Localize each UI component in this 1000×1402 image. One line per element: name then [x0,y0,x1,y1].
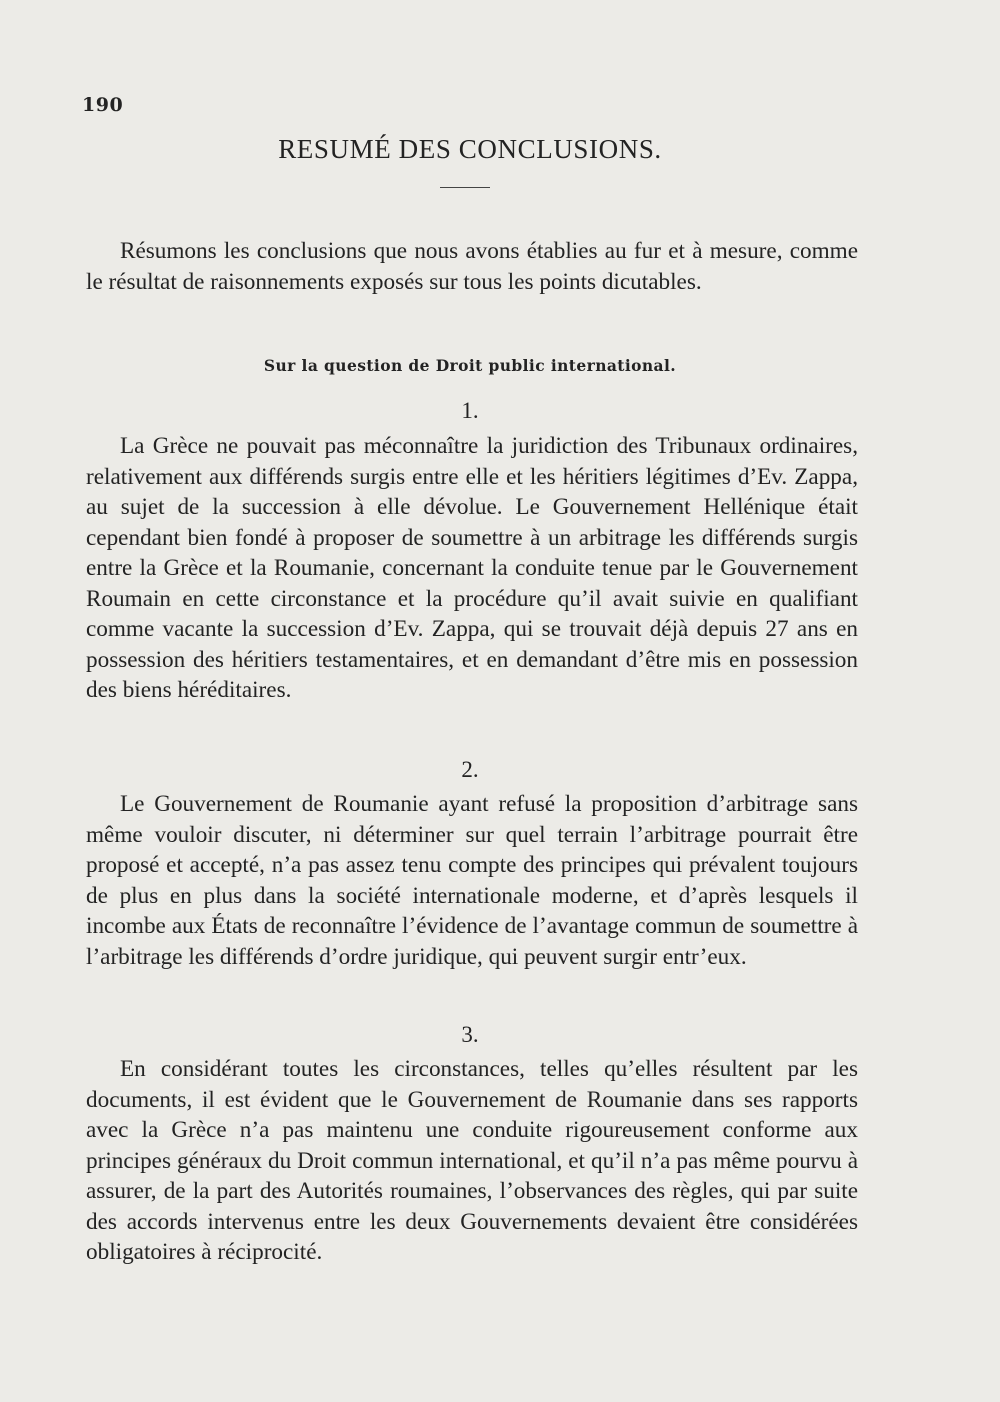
conclusion-paragraph-1: La Grèce ne pouvait pas méconnaître la juridiction des Tribunaux ordinaires, relativement aux différends surgis entre elle et les héritiers légitimes d’Ev. Zappa, au sujet de la succession à elle dévolue. Le Gouvernement Hellénique était cependant bien fondé à proposer de soumettre à un arbitrage les différends surgis entre la Grèce et la Roumanie, concernant la conduite tenue par le Gouvernement Roumain en cette circonstance et la procédure qu’il avait suivie en qualifiant comme vacante la succession d’Ev. Zappa, qui se trouvait déjà depuis 27 ans en possession des héritiers testamentaires, et en demandant d’être mis en possession des biens héréditaires. [86,433,858,703]
page-number: 190 [82,94,124,116]
conclusion-number-2: 2. [461,757,479,782]
title-divider [440,187,490,188]
conclusion-number-3: 3. [461,1022,479,1047]
intro-paragraph: Résumons les conclusions que nous avons établies au fur et à mesure, comme le résultat de raisonnements exposés sur tous les points dicutables. [86,238,858,295]
page-title: RESUMÉ DES CONCLUSIONS. [278,134,662,164]
conclusion-paragraph-3: En considérant toutes les circonstances, telles qu’elles résultent par les documents, il est évident que le Gouvernement de Roumanie dans ses rapports avec la Grèce n’a pas maintenu une conduite rigoureusement conforme aux principes généraux du Droit commun international, et qu’il n’a pas même pourvu à assurer, de la part des Autorités roumaines, l’observances des règles, qui par suite des accords intervenus entre les deux Gouvernements devaient être considérées obligatoires à réciprocité. [86,1056,858,1265]
section-heading: Sur la question de Droit public international. [263,356,677,375]
conclusion-number-1: 1. [461,398,479,423]
conclusion-paragraph-2: Le Gouvernement de Roumanie ayant refusé la proposition d’arbitrage sans même vouloir discuter, ni déterminer sur quel terrain l’arbitrage pourrait être proposé et accepté, n’a pas assez tenu compte des principes qui prévalent toujours de plus en plus dans la société internationale moderne, et d’après lesquels il incombe aux États de reconnaître l’évidence de l’avantage commun de soumettre à l’arbitrage les différends d’ordre juridique, qui peuvent surgir entr’eux. [86,791,858,970]
